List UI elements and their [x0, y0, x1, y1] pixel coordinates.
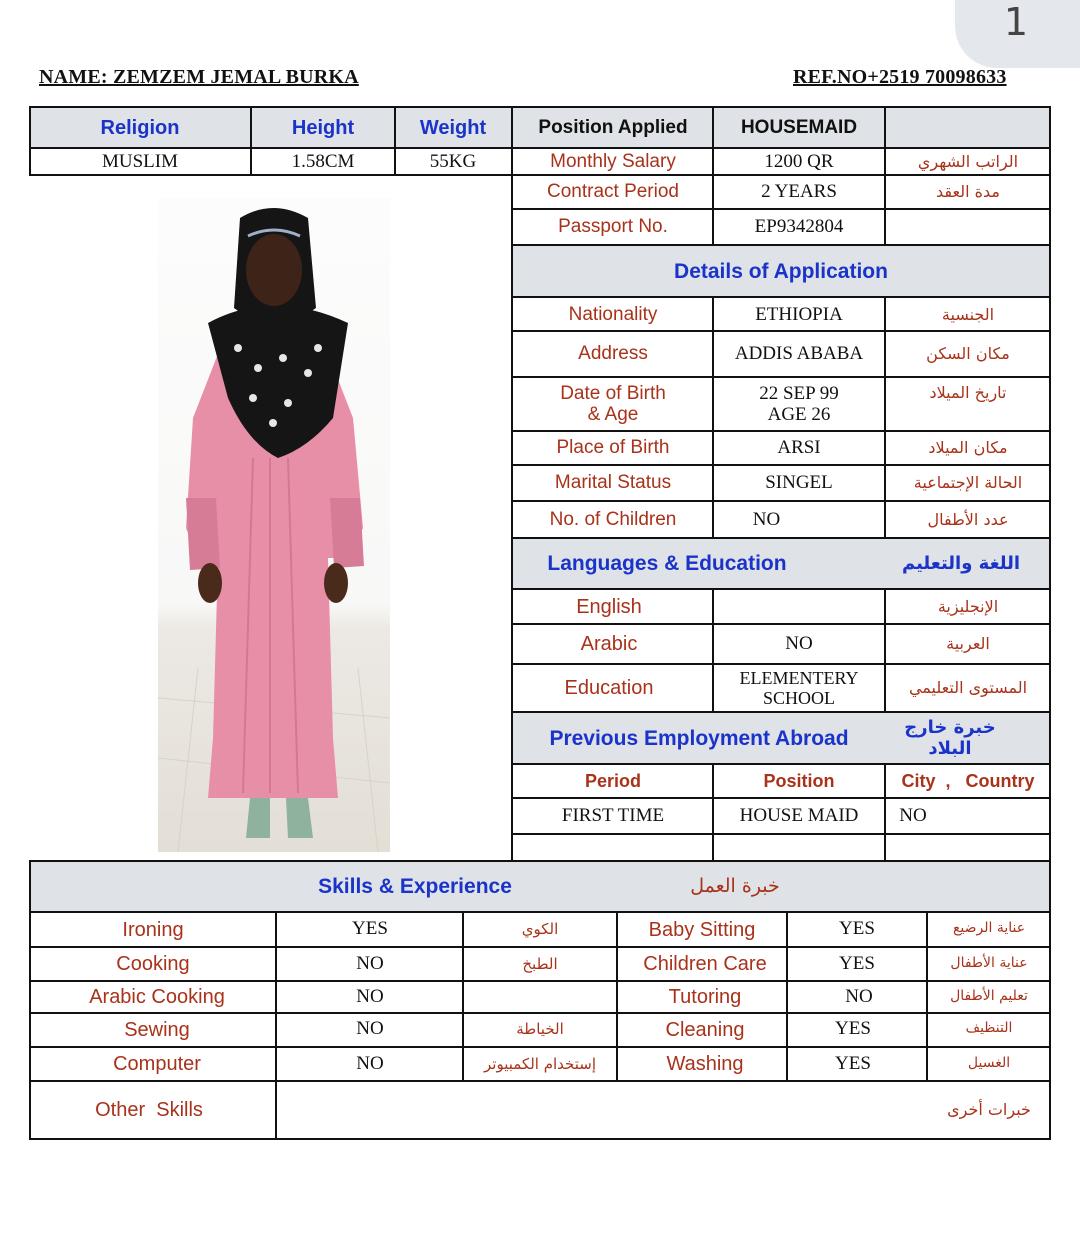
- grid-line: [884, 106, 886, 246]
- period-header: Period: [584, 771, 641, 792]
- skill-arabic-cooking-label: Arabic Cooking: [89, 985, 225, 1008]
- skill-cleaning-arabic: التنظيف: [965, 1020, 1013, 1037]
- religion-value: MUSLIM: [101, 151, 178, 173]
- skill-cleaning-value: YES: [835, 1018, 871, 1040]
- grid-line: [30, 174, 514, 176]
- arabic-label: Arabic: [580, 632, 638, 655]
- grid-line: [926, 911, 928, 1082]
- dob-arabic: تاريخ الميلاد: [929, 383, 1007, 403]
- grid-line: [512, 537, 1051, 539]
- education-value-line2: SCHOOL: [762, 688, 835, 708]
- grid-line: [512, 244, 1051, 246]
- grid-line: [30, 106, 1051, 108]
- religion-label: Religion: [100, 116, 180, 139]
- grid-line: [786, 911, 788, 1082]
- skill-children-care-label: Children Care: [643, 952, 767, 975]
- grid-line: [30, 980, 1051, 982]
- grid-line: [512, 330, 1051, 332]
- employment-title: Previous Employment Abroad: [549, 726, 849, 750]
- employment-title-arabic: خبرة خارج البلاد: [904, 717, 996, 759]
- weight-value: 55KG: [429, 151, 477, 173]
- grid-line: [275, 911, 277, 1140]
- marital-arabic: الحالة الإجتماعية: [913, 473, 1023, 493]
- grid-line: [512, 623, 1051, 625]
- grid-line: [512, 797, 1051, 799]
- grid-line: [712, 296, 714, 538]
- children-value: NO: [752, 508, 781, 530]
- skill-washing-label: Washing: [666, 1052, 744, 1075]
- reference-number: REF.NO+2519 70098633: [793, 66, 1007, 88]
- grid-line: [512, 296, 1051, 298]
- position-value: HOUSEMAID: [740, 117, 858, 139]
- grid-line: [511, 106, 513, 862]
- height-value: 1.58CM: [291, 151, 355, 173]
- address-arabic: مكان السكن: [926, 344, 1010, 364]
- marital-label: Marital Status: [554, 472, 672, 494]
- skill-sewing-label: Sewing: [124, 1018, 190, 1041]
- grid-line: [30, 1080, 1051, 1082]
- grid-line: [512, 500, 1051, 502]
- skills-title-arabic: خبرة العمل: [690, 875, 780, 898]
- skill-sewing-value: NO: [356, 1018, 384, 1040]
- salary-value: 1200 QR: [764, 151, 834, 173]
- grid-line: [512, 376, 1051, 378]
- pob-value: ARSI: [777, 437, 821, 459]
- skill-ironing-arabic: الكوي: [521, 919, 559, 938]
- skill-cleaning-label: Cleaning: [665, 1018, 745, 1041]
- age-value: AGE 26: [767, 404, 831, 425]
- skill-arabic-cooking-value: NO: [356, 986, 384, 1008]
- grid-line: [884, 296, 886, 538]
- applicant-name: NAME: ZEMZEM JEMAL BURKA: [39, 66, 359, 88]
- skill-computer-label: Computer: [113, 1052, 201, 1075]
- pob-label: Place of Birth: [556, 437, 670, 459]
- skill-computer-arabic: إستخدام الكمبيوتر: [484, 1054, 596, 1073]
- grid-line: [512, 763, 1051, 765]
- arabic-arabic: العربية: [946, 634, 990, 654]
- address-label: Address: [578, 343, 648, 365]
- skill-sewing-arabic: الخياطة: [516, 1019, 564, 1038]
- address-value: ADDIS ABABA: [734, 343, 864, 365]
- skill-baby-sitting-arabic: عناية الرضيع: [952, 920, 1026, 937]
- employment-period: FIRST TIME: [561, 805, 665, 827]
- contract-arabic: مدة العقد: [936, 182, 1000, 202]
- grid-line: [30, 1138, 1051, 1140]
- skill-tutoring-value: NO: [845, 986, 873, 1008]
- grid-line: [29, 106, 31, 176]
- skill-children-care-value: YES: [839, 953, 875, 975]
- employment-city: NO: [899, 805, 927, 827]
- skills-title: Skills & Experience: [318, 875, 512, 899]
- other-skills-arabic: خبرات أخرى: [947, 1100, 1031, 1120]
- grid-line: [884, 588, 886, 712]
- employment-position: HOUSE MAID: [739, 805, 859, 827]
- grid-line: [30, 147, 1051, 149]
- grid-line: [30, 1046, 1051, 1048]
- pob-arabic: مكان الميلاد: [928, 438, 1008, 458]
- languages-title-arabic: اللغة والتعليم: [901, 552, 1021, 574]
- portrait-figure: [158, 198, 390, 852]
- education-arabic: المستوى التعليمي: [908, 678, 1028, 698]
- education-value: [714, 665, 884, 711]
- skill-computer-value: NO: [356, 1053, 384, 1075]
- passport-label: Passport No.: [558, 216, 668, 238]
- passport-value: EP9342804: [754, 216, 844, 238]
- grid-line: [712, 763, 714, 862]
- grid-line: [512, 208, 1051, 210]
- nationality-arabic: الجنسية: [941, 304, 995, 324]
- skill-tutoring-arabic: تعليم الأطفال: [950, 988, 1028, 1005]
- skill-ironing-label: Ironing: [122, 918, 184, 941]
- grid-line: [512, 174, 1051, 176]
- dob-label: [514, 378, 712, 430]
- skill-cooking-label: Cooking: [116, 952, 190, 975]
- grid-line: [512, 464, 1051, 466]
- dob-value: [714, 378, 884, 430]
- skill-children-care-arabic: عناية الأطفال: [950, 955, 1028, 972]
- education-value-line1: ELEMENTERY: [739, 667, 859, 688]
- dob-label-line1: Date of Birth: [560, 382, 666, 404]
- grid-line: [30, 1012, 1051, 1014]
- grid-line: [462, 911, 464, 1082]
- grid-line: [250, 106, 252, 176]
- grid-line: [616, 911, 618, 1082]
- dob-date: 22 SEP 99: [759, 382, 839, 404]
- city-country-header: City , Country: [901, 771, 1035, 792]
- english-value: [714, 591, 884, 623]
- grid-line: [884, 763, 886, 862]
- languages-title: Languages & Education: [547, 552, 787, 576]
- children-label: No. of Children: [549, 508, 677, 530]
- arabic-value: NO: [785, 633, 813, 655]
- details-title: Details of Application: [674, 259, 888, 283]
- grid-line: [29, 860, 31, 1140]
- grid-line: [30, 911, 1051, 913]
- salary-label: Monthly Salary: [550, 151, 676, 173]
- contract-label: Contract Period: [546, 181, 679, 203]
- other-skills-label: Other Skills: [95, 1098, 203, 1121]
- page-number: 1: [1003, 0, 1028, 44]
- skill-baby-sitting-value: YES: [839, 918, 875, 940]
- skill-washing-arabic: الغسيل: [967, 1055, 1011, 1072]
- english-label: English: [576, 595, 642, 618]
- children-arabic: عدد الأطفال: [927, 509, 1009, 529]
- skill-cooking-value: NO: [356, 953, 384, 975]
- english-arabic: الإنجليزية: [937, 597, 999, 617]
- position-header: Position: [763, 771, 835, 792]
- grid-line: [30, 946, 1051, 948]
- education-label: Education: [564, 676, 654, 699]
- marital-value: SINGEL: [765, 472, 833, 494]
- nationality-label: Nationality: [568, 303, 658, 325]
- height-label: Height: [291, 116, 355, 139]
- weight-label: Weight: [419, 116, 487, 139]
- position-label: Position Applied: [538, 117, 688, 139]
- nationality-value: ETHIOPIA: [755, 303, 843, 325]
- skill-baby-sitting-label: Baby Sitting: [648, 918, 756, 941]
- skill-arabic-cooking-arabic: [464, 982, 616, 1012]
- skill-washing-value: YES: [835, 1053, 871, 1075]
- grid-line: [712, 106, 714, 246]
- grid-line: [712, 588, 714, 712]
- skill-tutoring-label: Tutoring: [668, 985, 742, 1008]
- dob-label-line2: & Age: [587, 404, 639, 425]
- contract-value: 2 YEARS: [761, 181, 837, 203]
- grid-line: [30, 860, 1051, 862]
- skill-ironing-value: YES: [352, 918, 388, 940]
- salary-arabic: الراتب الشهري: [917, 152, 1019, 172]
- grid-line: [394, 106, 396, 176]
- applicant-photo: [158, 198, 390, 852]
- grid-line: [512, 430, 1051, 432]
- grid-line: [512, 833, 1051, 835]
- grid-line: [512, 588, 1051, 590]
- grid-line: [512, 663, 1051, 665]
- grid-line: [1049, 106, 1051, 1140]
- skill-cooking-arabic: الطبخ: [522, 954, 558, 973]
- grid-line: [512, 711, 1051, 713]
